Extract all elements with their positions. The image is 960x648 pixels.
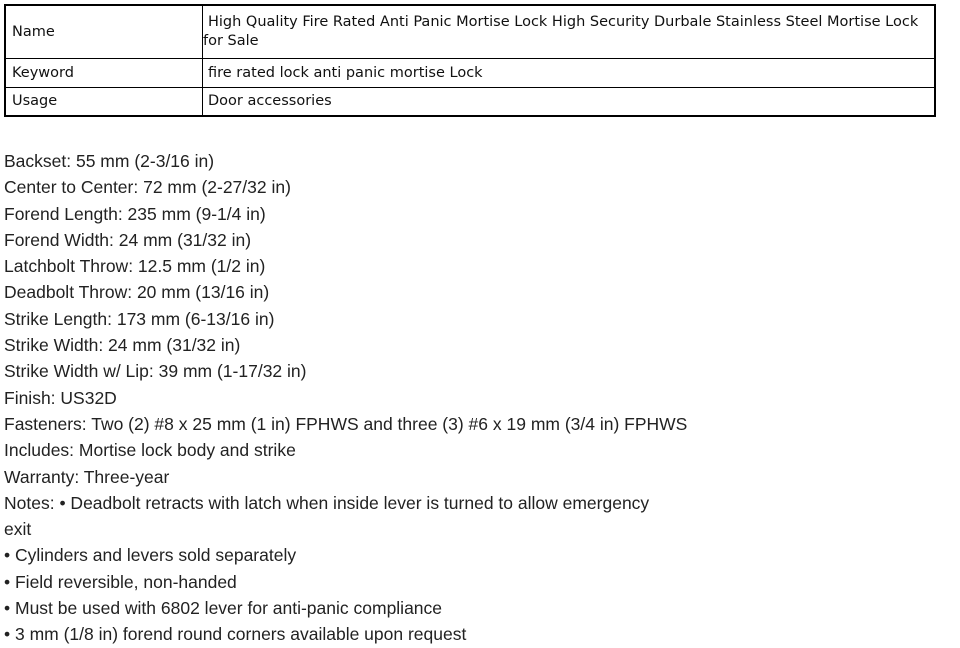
spec-finish: Finish: US32D (4, 387, 117, 408)
spec-strike-length: Strike Length: 173 mm (6-13/16 in) (4, 308, 275, 329)
table-row-keyword (5, 59, 935, 88)
spec-deadbolt-throw: Deadbolt Throw: 20 mm (13/16 in) (4, 282, 270, 303)
spec-strike-width-lip: Strike Width w/ Lip: 39 mm (1-17/32 in) (4, 361, 307, 382)
note-anti-panic: • Must be used with 6802 lever for anti-panic compliance (4, 598, 443, 619)
spec-center-to-center: Center to Center: 72 mm (2-27/32 in) (4, 177, 291, 198)
keyword-label: Keyword (5, 59, 203, 88)
spec-fasteners: Fasteners: Two (2) #8 x 25 mm (1 in) FPHWS and three (3) #6 x 19 mm (3/4 in) FPHWS (4, 413, 688, 434)
table-row-name (5, 5, 935, 59)
table-row-usage (5, 88, 935, 117)
keyword-value: fire rated lock anti panic mortise Lock (203, 59, 936, 88)
spec-backset: Backset: 55 mm (2-3/16 in) (4, 151, 215, 171)
name-label: Name (5, 5, 203, 59)
usage-label: Usage (5, 88, 203, 117)
usage-value: Door accessories (203, 88, 936, 117)
product-info-table (4, 4, 936, 117)
spec-forend-length: Forend Length: 235 mm (9-1/4 in) (4, 203, 266, 224)
spec-forend-width: Forend Width: 24 mm (31/32 in) (4, 229, 252, 250)
spec-strike-width: Strike Width: 24 mm (31/32 in) (4, 335, 241, 356)
spec-includes: Includes: Mortise lock body and strike (4, 440, 296, 461)
name-value: High Quality Fire Rated Anti Panic Mortise Lock High Security Durbale Stainless Steel Mortise Lock for Sale (203, 5, 936, 59)
spec-warranty: Warranty: Three-year (4, 466, 170, 487)
note-forend-corners: • 3 mm (1/8 in) forend round corners available upon request (4, 624, 467, 645)
spec-latchbolt-throw: Latchbolt Throw: 12.5 mm (1/2 in) (4, 256, 266, 277)
spec-notes: Notes: • Deadbolt retracts with latch when inside lever is turned to allow emergency exit (4, 492, 650, 540)
spec-list (4, 148, 688, 648)
note-field-reversible: • Field reversible, non-handed (4, 571, 237, 592)
note-cylinders: • Cylinders and levers sold separately (4, 545, 297, 566)
